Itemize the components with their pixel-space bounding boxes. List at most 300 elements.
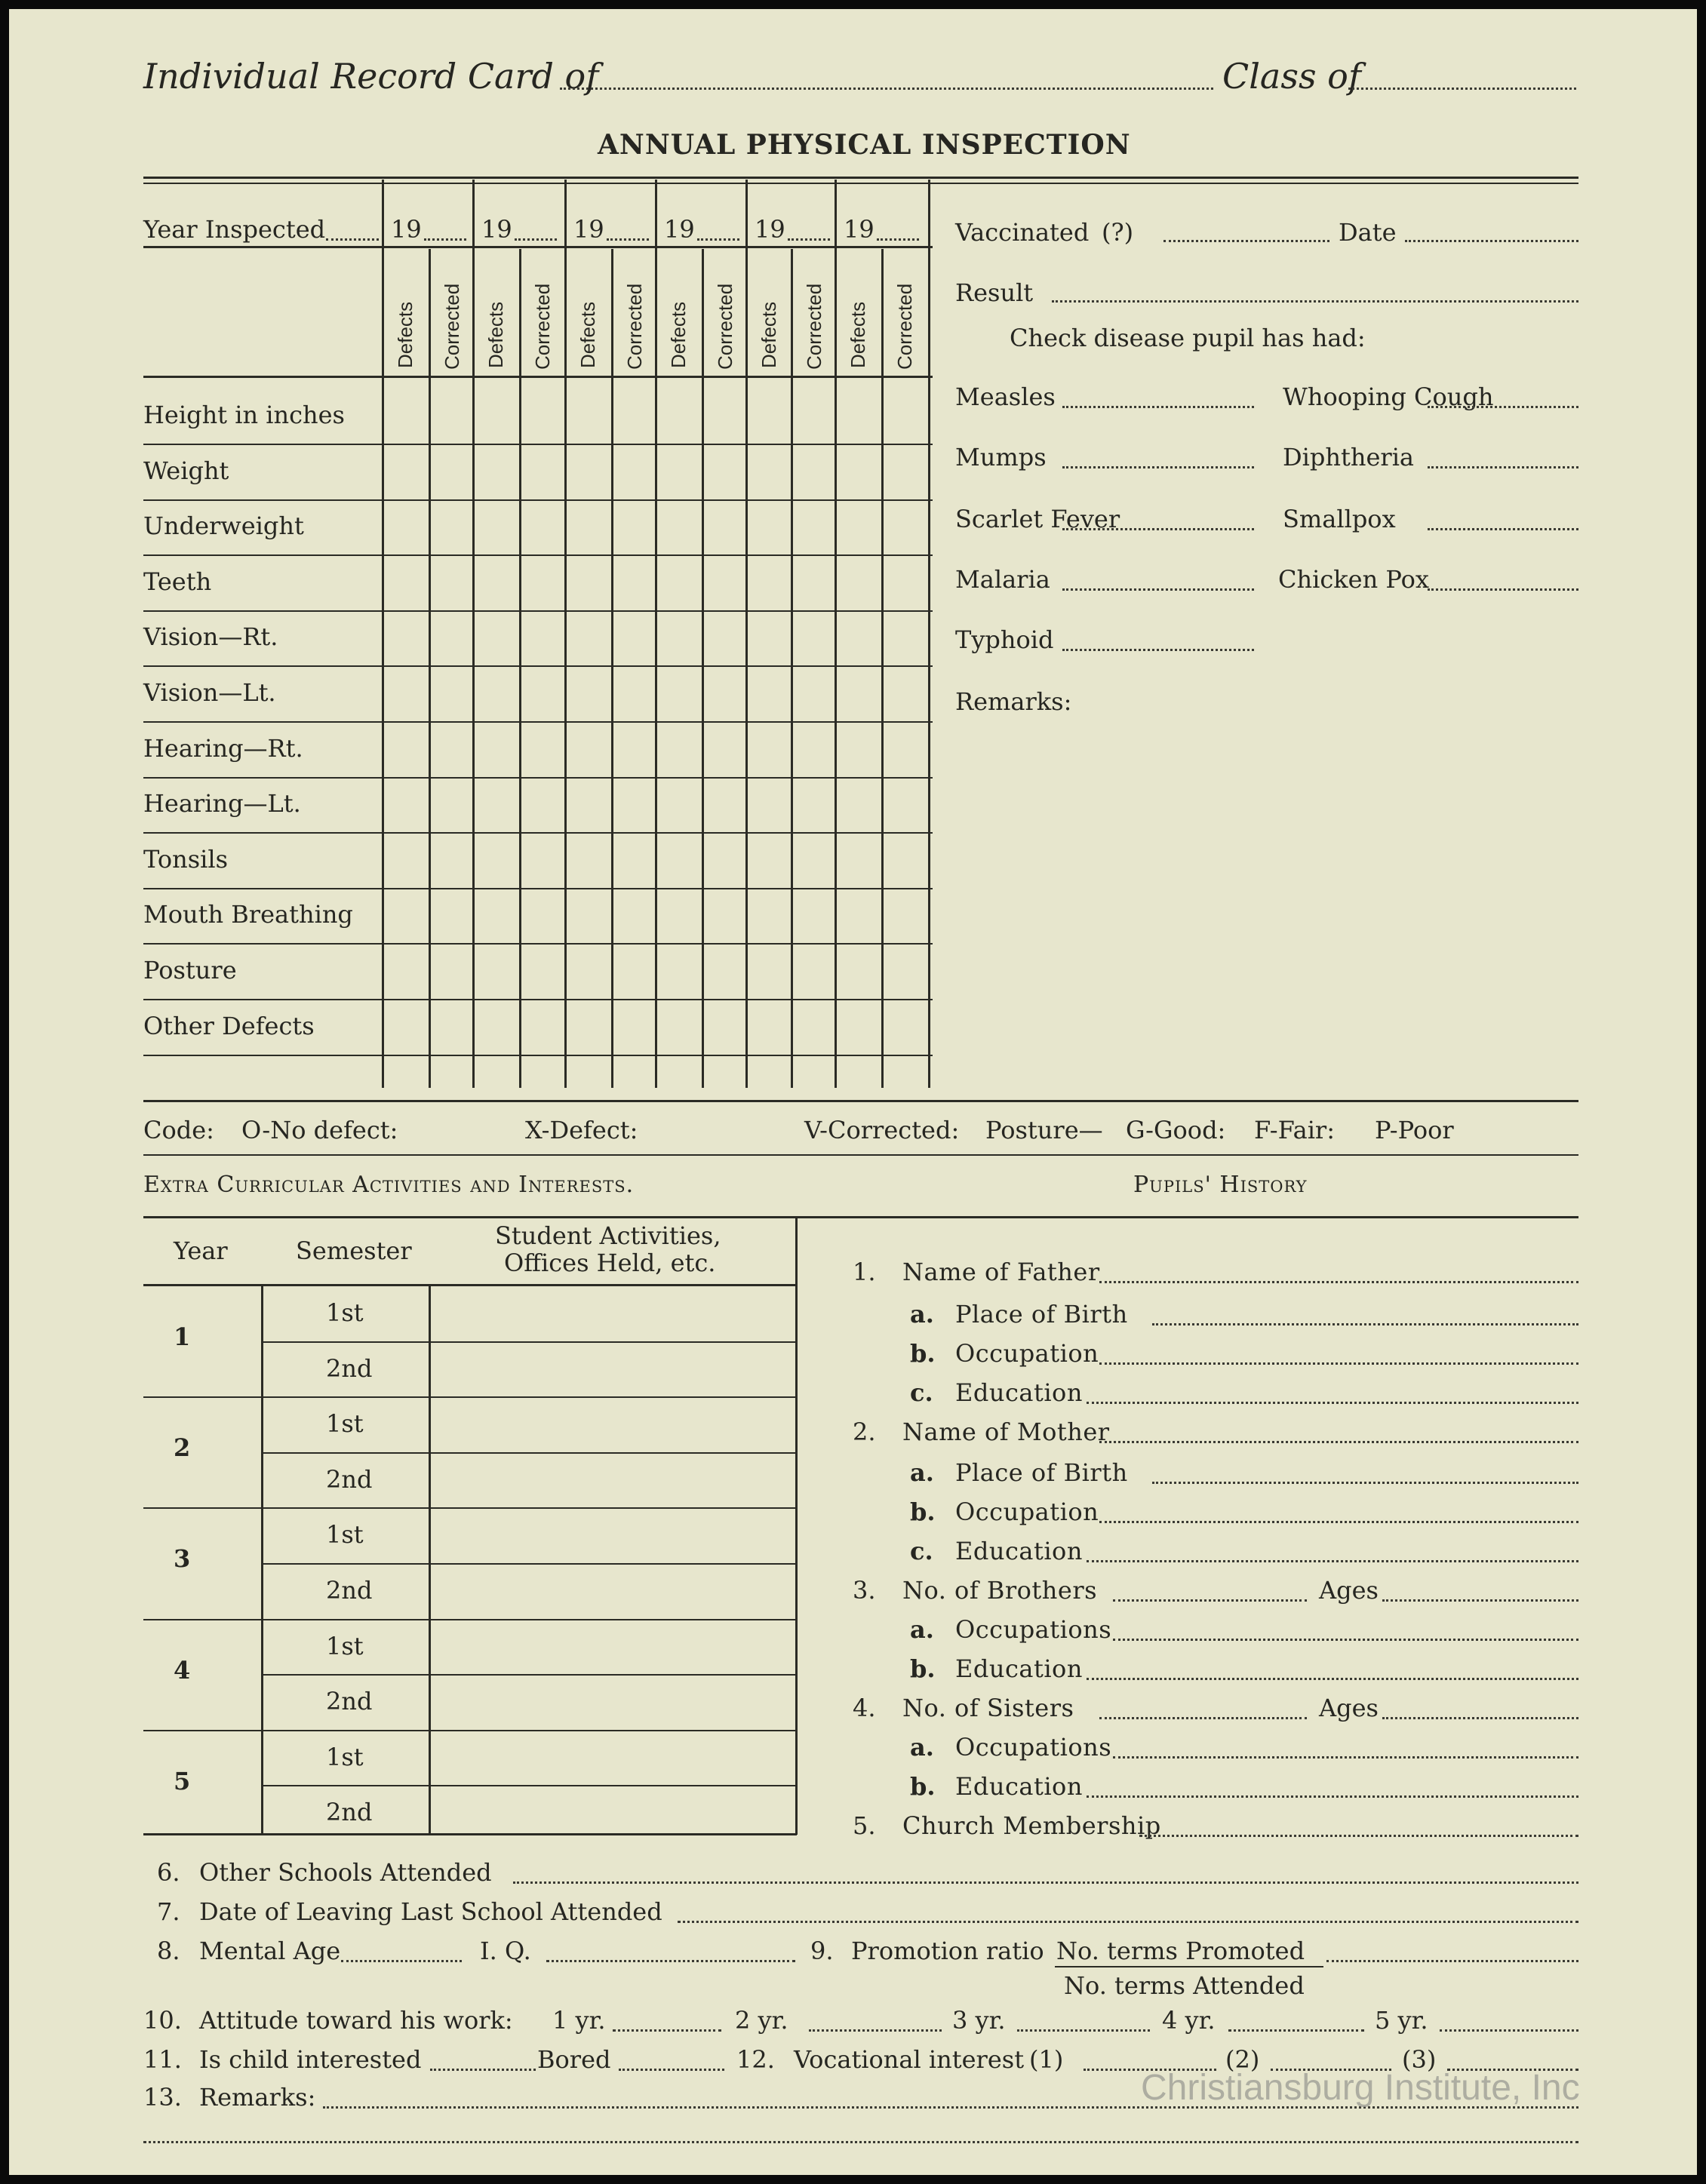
grid-cell[interactable] [383, 445, 427, 498]
history-item-label: Occupation [955, 1339, 1099, 1368]
activity-entry-field[interactable] [433, 1733, 791, 1783]
grid-cell[interactable] [836, 945, 880, 997]
grid-cell[interactable] [792, 834, 833, 886]
grid-cell[interactable] [747, 389, 789, 442]
grid-cell[interactable] [474, 778, 518, 831]
history-field[interactable] [1152, 1323, 1578, 1325]
vocational-interest-label: Vocational interest [794, 2045, 1025, 2074]
year-4-prefix: 19 [664, 215, 695, 244]
grid-cell[interactable] [656, 778, 700, 831]
grid-cell[interactable] [521, 667, 563, 720]
col-defects-3: Defects [576, 301, 599, 368]
final-remarks-field-2[interactable] [143, 2141, 1578, 2143]
ages-label: Ages [1319, 1694, 1379, 1722]
activity-semester: 1st [326, 1743, 364, 1771]
grid-cell[interactable] [747, 611, 789, 664]
grid-cell[interactable] [747, 667, 789, 720]
disease-field[interactable] [1428, 466, 1578, 468]
grid-cell[interactable] [474, 723, 518, 776]
activity-entry-field[interactable] [433, 1399, 791, 1449]
grid-cell[interactable] [566, 667, 610, 720]
grid-cell[interactable] [703, 667, 744, 720]
grid-cell[interactable] [521, 445, 563, 498]
ages-field[interactable] [1382, 1599, 1578, 1602]
history-item-number: a. [910, 1733, 934, 1762]
grid-cell[interactable] [703, 778, 744, 831]
grid-cell[interactable] [383, 500, 427, 553]
grid-cell[interactable] [474, 834, 518, 886]
row-label: Mouth Breathing [143, 900, 353, 929]
year-5-field[interactable] [788, 238, 830, 241]
grid-cell[interactable] [521, 723, 563, 776]
result-field[interactable] [1052, 300, 1578, 303]
history-field[interactable] [1113, 1639, 1578, 1641]
grid-column-line [702, 249, 704, 1088]
vocational-2-label: (2) [1225, 2045, 1260, 2074]
record-card-label: Individual Record Card of [143, 56, 599, 97]
grid-cell[interactable] [747, 556, 789, 609]
disease-label: Mumps [955, 443, 1047, 472]
grid-cell[interactable] [703, 389, 744, 442]
grid-column-line [835, 180, 837, 1088]
attitude-yr3-field[interactable] [1017, 2029, 1150, 2032]
grid-cell[interactable] [613, 778, 653, 831]
grid-cell[interactable] [747, 723, 789, 776]
grid-cell[interactable] [566, 500, 610, 553]
grid-cell[interactable] [836, 445, 880, 498]
grid-cell[interactable] [703, 1000, 744, 1053]
grid-cell[interactable] [383, 389, 427, 442]
grid-cell[interactable] [383, 889, 427, 941]
item-10-number: 10. [143, 2006, 182, 2035]
grid-cell[interactable] [836, 723, 880, 776]
grid-cell[interactable] [430, 1000, 471, 1053]
grid-cell[interactable] [383, 611, 427, 664]
ages-field[interactable] [1382, 1717, 1578, 1719]
grid-cell[interactable] [566, 723, 610, 776]
grid-cell[interactable] [792, 889, 833, 941]
promotion-ratio-field[interactable] [1326, 1960, 1578, 1962]
history-item-number: c. [910, 1537, 933, 1565]
grid-cell[interactable] [430, 778, 471, 831]
grid-cell[interactable] [613, 834, 653, 886]
code-label: Code: [143, 1116, 214, 1144]
grid-cell[interactable] [747, 945, 789, 997]
col-defects-4: Defects [667, 301, 690, 368]
date-field[interactable] [1405, 240, 1578, 242]
year-4-field[interactable] [697, 238, 739, 241]
attitude-yr1-field[interactable] [613, 2029, 721, 2032]
grid-cell[interactable] [430, 889, 471, 941]
disease-field[interactable] [1062, 528, 1254, 530]
child-interested-label: Is child interested [199, 2045, 422, 2074]
page-title: ANNUAL PHYSICAL INSPECTION [598, 129, 1131, 161]
code-posture: Posture— [985, 1116, 1103, 1144]
disease-field[interactable] [1062, 588, 1254, 591]
year-rule [143, 1730, 797, 1731]
grid-cell[interactable] [383, 834, 427, 886]
disease-label: Smallpox [1283, 505, 1396, 533]
grid-cell[interactable] [383, 1000, 427, 1053]
history-item-label: Place of Birth [955, 1300, 1128, 1329]
semester-rule [263, 1785, 797, 1786]
activity-semester: 2nd [326, 1465, 373, 1494]
disease-field[interactable] [1062, 406, 1254, 408]
grid-cell[interactable] [474, 500, 518, 553]
grid-cell[interactable] [792, 389, 833, 442]
activity-entry-field[interactable] [433, 1344, 791, 1394]
grid-cell[interactable] [792, 1000, 833, 1053]
attitude-yr4-field[interactable] [1228, 2029, 1364, 2032]
other-schools-field[interactable] [513, 1881, 1578, 1884]
date-leaving-field[interactable] [678, 1921, 1578, 1923]
col-corrected-1: Corrected [441, 283, 463, 370]
grid-cell[interactable] [521, 389, 563, 442]
history-field[interactable] [1087, 1402, 1578, 1404]
grid-cell[interactable] [656, 889, 700, 941]
grid-cell[interactable] [566, 1000, 610, 1053]
disease-field[interactable] [1062, 649, 1254, 651]
grid-cell[interactable] [703, 556, 744, 609]
year-2-field[interactable] [515, 238, 557, 241]
vaccinated-field[interactable] [1163, 240, 1329, 242]
year-6-prefix: 19 [844, 215, 875, 244]
mental-age-label: Mental Age [199, 1937, 341, 1965]
col-corrected-3: Corrected [623, 283, 646, 370]
grid-cell[interactable] [474, 389, 518, 442]
grid-cell[interactable] [883, 889, 927, 941]
grid-cell[interactable] [566, 778, 610, 831]
grid-cell[interactable] [747, 889, 789, 941]
grid-cell[interactable] [613, 500, 653, 553]
iq-field[interactable] [546, 1960, 795, 1962]
grid-cell[interactable] [883, 500, 927, 553]
terms-promoted-label: No. terms Promoted [1056, 1937, 1305, 1965]
activity-entry-field[interactable] [433, 1455, 791, 1505]
grid-cell[interactable] [792, 611, 833, 664]
grid-cell[interactable] [521, 834, 563, 886]
vocational-1-label: (1) [1029, 2045, 1064, 2074]
class-field[interactable] [1348, 88, 1576, 90]
grid-cell[interactable] [883, 445, 927, 498]
grid-column-line [472, 180, 475, 1088]
row-label: Vision—Rt. [143, 622, 278, 651]
grid-cell[interactable] [883, 778, 927, 831]
col-defects-1: Defects [394, 301, 417, 368]
history-field[interactable] [1087, 1795, 1578, 1798]
grid-cell[interactable] [883, 556, 927, 609]
grid-cell[interactable] [792, 667, 833, 720]
grid-cell[interactable] [566, 834, 610, 886]
grid-cell[interactable] [474, 611, 518, 664]
activity-entry-field[interactable] [433, 1677, 791, 1727]
grid-cell[interactable] [656, 834, 700, 886]
grid-cell[interactable] [656, 945, 700, 997]
semester-rule [263, 1674, 797, 1676]
row-label: Posture [143, 956, 237, 984]
grid-cell[interactable] [521, 500, 563, 553]
activity-semester: 1st [326, 1520, 364, 1549]
grid-column-line [611, 249, 613, 1088]
grid-cell[interactable] [656, 556, 700, 609]
student-name-field[interactable] [560, 88, 1213, 90]
year-2-prefix: 19 [481, 215, 512, 244]
row-label: Hearing—Lt. [143, 789, 301, 818]
iq-label: I. Q. [480, 1937, 531, 1965]
grid-cell[interactable] [383, 556, 427, 609]
activity-semester: 1st [326, 1298, 364, 1327]
history-field[interactable] [1087, 1678, 1578, 1680]
grid-cell[interactable] [613, 445, 653, 498]
final-remarks-label: Remarks: [199, 2083, 316, 2112]
history-item-label: Church Membership [902, 1811, 1161, 1840]
activity-entry-field[interactable] [433, 1289, 791, 1338]
grid-cell[interactable] [836, 778, 880, 831]
vaccination-remarks-label: Remarks: [955, 687, 1072, 716]
disease-label: Diphtheria [1283, 443, 1414, 472]
attitude-yr3-label: 3 yr. [952, 2006, 1006, 2035]
grid-cell[interactable] [656, 611, 700, 664]
grid-cell[interactable] [383, 667, 427, 720]
grid-cell[interactable] [883, 834, 927, 886]
attitude-yr2-label: 2 yr. [735, 2006, 788, 2035]
grid-cell[interactable] [836, 667, 880, 720]
grid-cell[interactable] [613, 556, 653, 609]
grid-cell[interactable] [613, 889, 653, 941]
grid-cell[interactable] [613, 389, 653, 442]
grid-cell[interactable] [656, 667, 700, 720]
grid-cell[interactable] [792, 556, 833, 609]
col-corrected-5: Corrected [803, 283, 825, 370]
grid-cell[interactable] [383, 778, 427, 831]
grid-cell[interactable] [474, 889, 518, 941]
grid-cell[interactable] [836, 834, 880, 886]
history-item-label: Education [955, 1378, 1083, 1407]
grid-cell[interactable] [521, 611, 563, 664]
grid-cell[interactable] [656, 1000, 700, 1053]
grid-cell[interactable] [566, 389, 610, 442]
activity-semester: 1st [326, 1409, 364, 1438]
activity-year: 5 [174, 1767, 191, 1795]
grid-cell[interactable] [747, 1000, 789, 1053]
item-13-number: 13. [143, 2083, 182, 2112]
grid-cell[interactable] [747, 834, 789, 886]
grid-column-line [564, 180, 567, 1088]
grid-cell[interactable] [747, 778, 789, 831]
grid-cell[interactable] [703, 500, 744, 553]
activity-entry-field[interactable] [433, 1566, 791, 1616]
grid-cell[interactable] [566, 556, 610, 609]
grid-cell[interactable] [883, 667, 927, 720]
grid-cell[interactable] [566, 611, 610, 664]
grid-cell[interactable] [836, 611, 880, 664]
row-label: Weight [143, 456, 229, 485]
grid-cell[interactable] [836, 1000, 880, 1053]
col-activities-1: Student Activities, [495, 1221, 721, 1250]
disease-label: Whooping Cough [1283, 382, 1494, 411]
history-field[interactable] [1087, 1560, 1578, 1562]
row-label: Height in inches [143, 401, 345, 429]
grid-cell[interactable] [613, 945, 653, 997]
activity-semester: 2nd [326, 1576, 373, 1605]
grid-cell[interactable] [883, 945, 927, 997]
history-item-number: b. [910, 1339, 936, 1368]
history-item-label: Occupations [955, 1733, 1112, 1762]
grid-cell[interactable] [836, 889, 880, 941]
code-fair: F-Fair: [1254, 1116, 1335, 1144]
activity-semester: 2nd [326, 1687, 373, 1716]
grid-cell[interactable] [613, 611, 653, 664]
grid-cell[interactable] [521, 945, 563, 997]
grid-cell[interactable] [430, 723, 471, 776]
activity-semester: 1st [326, 1632, 364, 1660]
history-count-field[interactable] [1113, 1599, 1307, 1602]
grid-cell[interactable] [792, 778, 833, 831]
grid-cell[interactable] [613, 1000, 653, 1053]
grid-cell[interactable] [613, 667, 653, 720]
history-field[interactable] [1099, 1441, 1578, 1443]
attitude-yr5-label: 5 yr. [1375, 2006, 1428, 2035]
grid-cell[interactable] [656, 445, 700, 498]
activity-entry-field[interactable] [433, 1788, 791, 1838]
history-field[interactable] [1099, 1521, 1578, 1523]
grid-cell[interactable] [613, 723, 653, 776]
attitude-yr5-field[interactable] [1440, 2029, 1578, 2032]
grid-cell[interactable] [383, 723, 427, 776]
grid-cell[interactable] [430, 500, 471, 553]
grid-cell[interactable] [792, 723, 833, 776]
grid-cell[interactable] [883, 1000, 927, 1053]
history-field[interactable] [1152, 1482, 1578, 1484]
grid-cell[interactable] [656, 389, 700, 442]
disease-field[interactable] [1428, 406, 1578, 408]
grid-cell[interactable] [656, 723, 700, 776]
year-6-field[interactable] [877, 238, 919, 241]
grid-cell[interactable] [430, 667, 471, 720]
year-1-prefix: 19 [391, 215, 422, 244]
grid-cell[interactable] [430, 389, 471, 442]
grid-cell[interactable] [792, 945, 833, 997]
history-item-number: a. [910, 1458, 934, 1487]
grid-cell[interactable] [430, 834, 471, 886]
grid-cell[interactable] [566, 445, 610, 498]
grid-cell[interactable] [474, 556, 518, 609]
row-rule [143, 1055, 933, 1056]
grid-cell[interactable] [566, 889, 610, 941]
grid-cell[interactable] [747, 445, 789, 498]
row-label: Vision—Lt. [143, 678, 276, 707]
grid-cell[interactable] [703, 834, 744, 886]
disease-field[interactable] [1428, 588, 1578, 591]
grid-column-line [881, 249, 884, 1088]
grid-cell[interactable] [521, 556, 563, 609]
grid-cell[interactable] [430, 611, 471, 664]
grid-cell[interactable] [836, 500, 880, 553]
grid-cell[interactable] [521, 1000, 563, 1053]
history-item-label: Occupations [955, 1615, 1112, 1644]
history-item-label: Education [955, 1537, 1083, 1565]
history-field[interactable] [1099, 1362, 1578, 1365]
history-field[interactable] [1099, 1281, 1578, 1283]
grid-cell[interactable] [430, 556, 471, 609]
grid-cell[interactable] [703, 889, 744, 941]
grid-cell[interactable] [792, 445, 833, 498]
history-item-label: Name of Mother [902, 1418, 1110, 1446]
grid-cell[interactable] [836, 389, 880, 442]
attitude-yr2-field[interactable] [809, 2029, 942, 2032]
grid-cell[interactable] [792, 500, 833, 553]
grid-cell[interactable] [383, 945, 427, 997]
item-8-number: 8. [157, 1937, 180, 1965]
activity-semester: 2nd [326, 1798, 373, 1826]
disease-label: Malaria [955, 565, 1050, 594]
year-1-field[interactable] [424, 238, 466, 241]
year-3-field[interactable] [607, 238, 649, 241]
grid-column-line [791, 249, 793, 1088]
history-count-field[interactable] [1099, 1717, 1307, 1719]
grid-cell[interactable] [474, 445, 518, 498]
disease-field[interactable] [1062, 466, 1254, 468]
grid-cell[interactable] [521, 889, 563, 941]
history-item-number: c. [910, 1378, 933, 1407]
grid-cell[interactable] [521, 778, 563, 831]
grid-cell[interactable] [883, 389, 927, 442]
grid-cell[interactable] [883, 723, 927, 776]
activity-entry-field[interactable] [433, 1622, 791, 1672]
grid-cell[interactable] [430, 945, 471, 997]
year-rule [143, 1507, 797, 1509]
bored-field[interactable] [619, 2069, 724, 2071]
other-schools-label: Other Schools Attended [199, 1858, 492, 1887]
grid-cell[interactable] [474, 667, 518, 720]
item-12-number: 12. [736, 2045, 775, 2074]
grid-cell[interactable] [566, 945, 610, 997]
bored-label: Bored [537, 2045, 611, 2074]
item-6-number: 6. [157, 1858, 180, 1887]
disease-field[interactable] [1428, 528, 1578, 530]
grid-cell[interactable] [430, 445, 471, 498]
col-activities-2: Offices Held, etc. [504, 1249, 716, 1277]
grid-cell[interactable] [836, 556, 880, 609]
history-item-label: Occupation [955, 1497, 1099, 1526]
item-7-number: 7. [157, 1897, 180, 1926]
grid-cell[interactable] [703, 611, 744, 664]
row-label: Teeth [143, 567, 212, 596]
mental-age-field[interactable] [341, 1960, 462, 1962]
grid-cell[interactable] [703, 445, 744, 498]
item-11-number: 11. [143, 2045, 182, 2074]
grid-cell[interactable] [474, 1000, 518, 1053]
grid-cell[interactable] [656, 500, 700, 553]
child-interested-field[interactable] [430, 2069, 536, 2071]
grid-cell[interactable] [703, 723, 744, 776]
history-item-number: b. [910, 1497, 936, 1526]
activity-year: 1 [174, 1322, 191, 1351]
activity-entry-field[interactable] [433, 1510, 791, 1560]
history-field[interactable] [1139, 1835, 1578, 1837]
history-field[interactable] [1113, 1756, 1578, 1759]
row-label: Hearing—Rt. [143, 734, 303, 763]
history-item-label: Education [955, 1654, 1083, 1683]
history-item-number: 3. [853, 1576, 876, 1605]
grid-column-line [429, 249, 431, 1088]
grid-cell[interactable] [883, 611, 927, 664]
col-defects-2: Defects [484, 301, 507, 368]
grid-cell[interactable] [747, 500, 789, 553]
grid-column-line [745, 180, 748, 1088]
grid-cell[interactable] [703, 945, 744, 997]
grid-cell[interactable] [474, 945, 518, 997]
